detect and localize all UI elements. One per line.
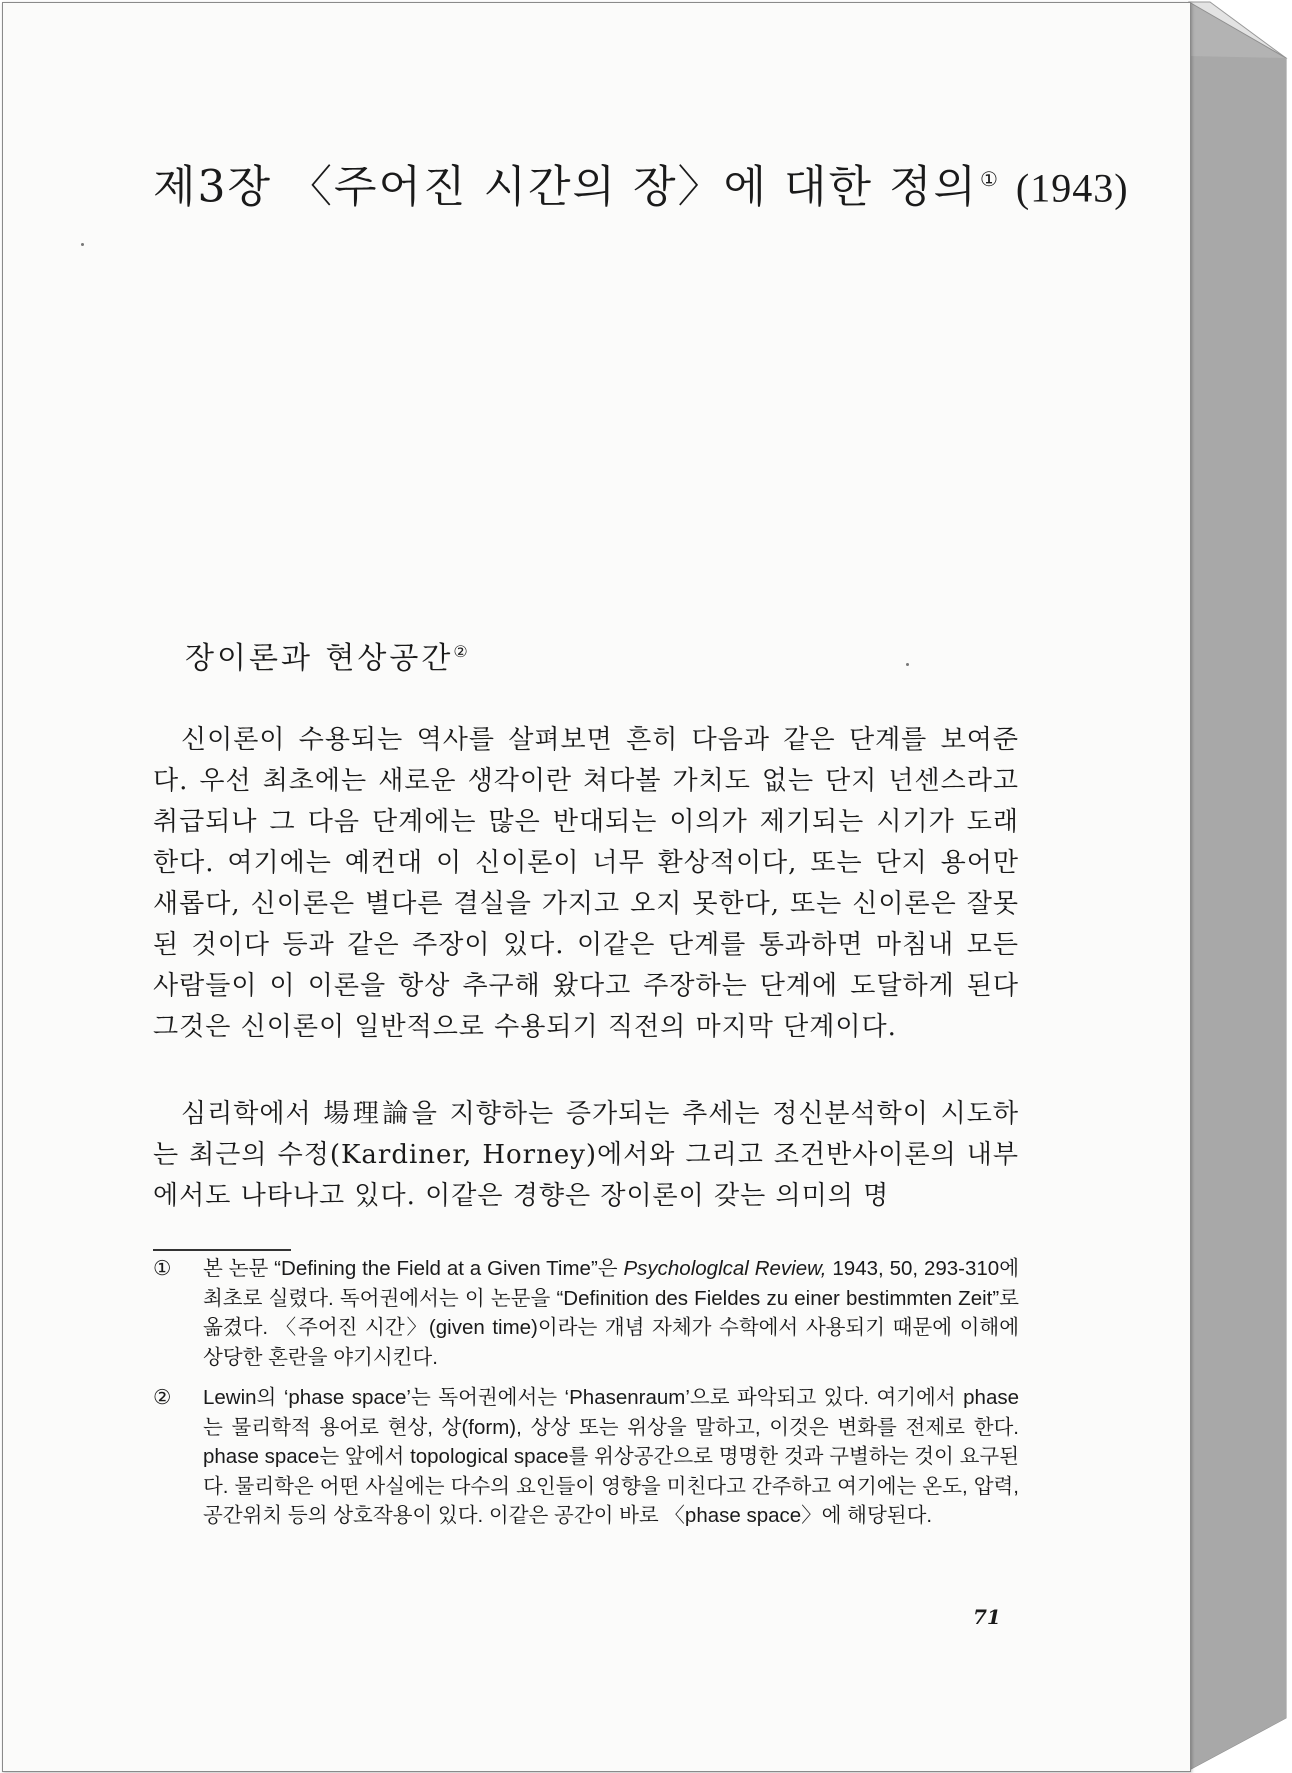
book-edge-shade — [1189, 56, 1286, 1770]
footnote-2-marker: ② — [153, 1386, 172, 1409]
footnote-2-body: Lewin의 ‘phase space’는 독어권에서는 ‘Phasenraum’으로 파악되고 있다. 여기에서 phase는 물리학적 용어로 현상, 상(form), 상상 또는 위상을 말하고, 이것은 변화를 전제로 한다. phase space는 앞에서 topological space를 위상공간으로 명명한 것과 구별하는 것이 요구된다. 물리학은 어떤 사실에는 다수의 요인들이 영향을 미친다고 간주하고 여기에는 온도, 압력, 공간위치 등의 상호작용이 있다. 이같은 공간이 바로 〈phase space〉에 해당된다. — [203, 1386, 1019, 1527]
footnote-1-text-before: 본 논문 “Defining the Field at a Given Time”은 — [203, 1257, 624, 1280]
chapter-title-text: 제3장 〈주어진 시간의 장〉에 대한 정의 — [153, 161, 978, 213]
chapter-title — [153, 151, 1129, 217]
chapter-note-mark: ① — [979, 167, 1000, 191]
section-heading-text: 장이론과 현상공간 — [185, 641, 454, 676]
footnote-1 — [153, 1254, 1019, 1372]
dust-speck — [81, 243, 84, 246]
section-note-mark: ② — [453, 642, 471, 661]
footnote-1-journal: Psychologlcal Review, — [623, 1257, 827, 1280]
footnote-1-marker: ① — [153, 1257, 172, 1280]
footnote-2 — [153, 1383, 1019, 1531]
dust-speck — [906, 663, 909, 666]
section-heading — [185, 633, 471, 677]
footnote-1-body — [203, 1254, 1019, 1372]
book-page — [2, 2, 1191, 1772]
chapter-year: (1943) — [1015, 165, 1129, 211]
page-number: 71 — [973, 1605, 1001, 1629]
body-paragraph-1: 신이론이 수용되는 역사를 살펴보면 흔히 다음과 같은 단계를 보여준다. 우선 최초에는 새로운 생각이란 쳐다볼 가치도 없는 단지 넌센스라고 취급되나 그 다음 단계에는 많은 반대되는 이의가 제기되는 시기가 도래한다. 여기에는 예컨대 이 신이론이 너무 환상적이다, 또는 단지 용어만 새롭다, 신이론은 별다른 결실을 가지고 오지 못한다, 또는 신이론은 잘못된 것이다 등과 같은 주장이 있다. 이같은 단계를 통과하면 마침내 모든 사람들이 이 이론을 항상 추구해 왔다고 주장하는 단계에 도달하게 된다 그것은 신이론이 일반적으로 수용되기 직전의 마지막 단계이다. — [153, 725, 1019, 1042]
footnote-divider — [153, 1249, 291, 1251]
body-paragraph-2: 심리학에서 場理論을 지향하는 증가되는 추세는 정신분석학이 시도하는 최근의 수정(Kardiner, Horney)에서와 그리고 조건반사이론의 내부에서도 나타나고 있다. 이같은 경향은 장이론이 갖는 의미의 명 — [153, 1099, 1019, 1211]
footnote-1-text-after: 1943, 50, 293-310에 최초로 실렸다. 독어권에서는 이 논문을 “Definition des Fieldes zu einer bestimmten Zeit”로 옮겼다. 〈주어진 시간〉(given time)이라는 개념 자체가 수학에서 사용되기 때문에 이해에 상당한 혼란을 야기시킨다. — [203, 1257, 1019, 1369]
